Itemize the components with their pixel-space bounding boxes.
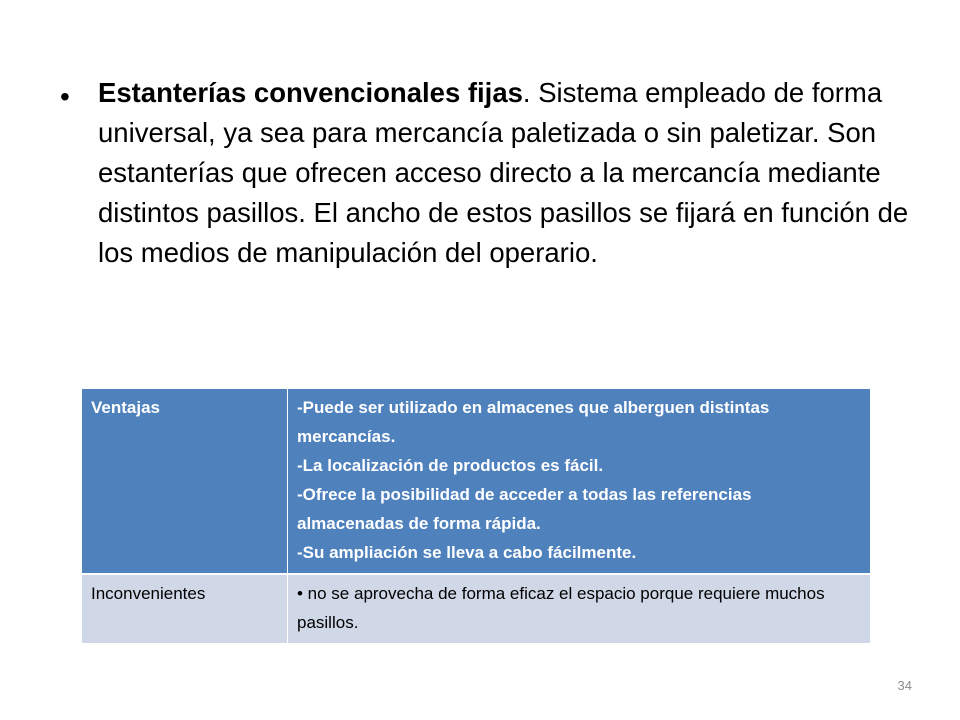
ventajas-item: -Ofrece la posibilidad de acceder a todas las referencias almacenadas de forma rápida. <box>297 485 752 533</box>
bullet-icon: • <box>60 81 70 112</box>
bullet-body: . Sistema empleado de forma universal, ya sea para mercancía paletizada o sin paletizar. Son estanterías que ofrecen acceso directo a la mercancía mediante distintos pasillos. El ancho de estos pasillos se fijará en función de los medios de manipulación del operario. <box>98 77 909 268</box>
ventajas-item: -Su ampliación se lleva a cabo fácilmente. <box>297 543 637 562</box>
table-row-inconvenientes <box>82 574 870 643</box>
page-number: 34 <box>897 678 912 693</box>
inconvenientes-item: • no se aprovecha de forma eficaz el espacio porque requiere muchos pasillos. <box>297 584 825 632</box>
ventajas-item: -Puede ser utilizado en almacenes que alberguen distintas mercancías. <box>297 398 770 446</box>
ventajas-label: Ventajas <box>82 389 288 574</box>
bullet-paragraph <box>60 73 920 273</box>
pros-cons-table <box>82 389 870 643</box>
table-row-ventajas <box>82 389 870 574</box>
bullet-text <box>98 73 920 273</box>
bullet-title: Estanterías convencionales fijas <box>98 77 523 108</box>
ventajas-content <box>288 389 871 574</box>
inconvenientes-label: Inconvenientes <box>82 574 288 643</box>
ventajas-item: -La localización de productos es fácil. <box>297 456 604 475</box>
inconvenientes-content <box>288 574 871 643</box>
